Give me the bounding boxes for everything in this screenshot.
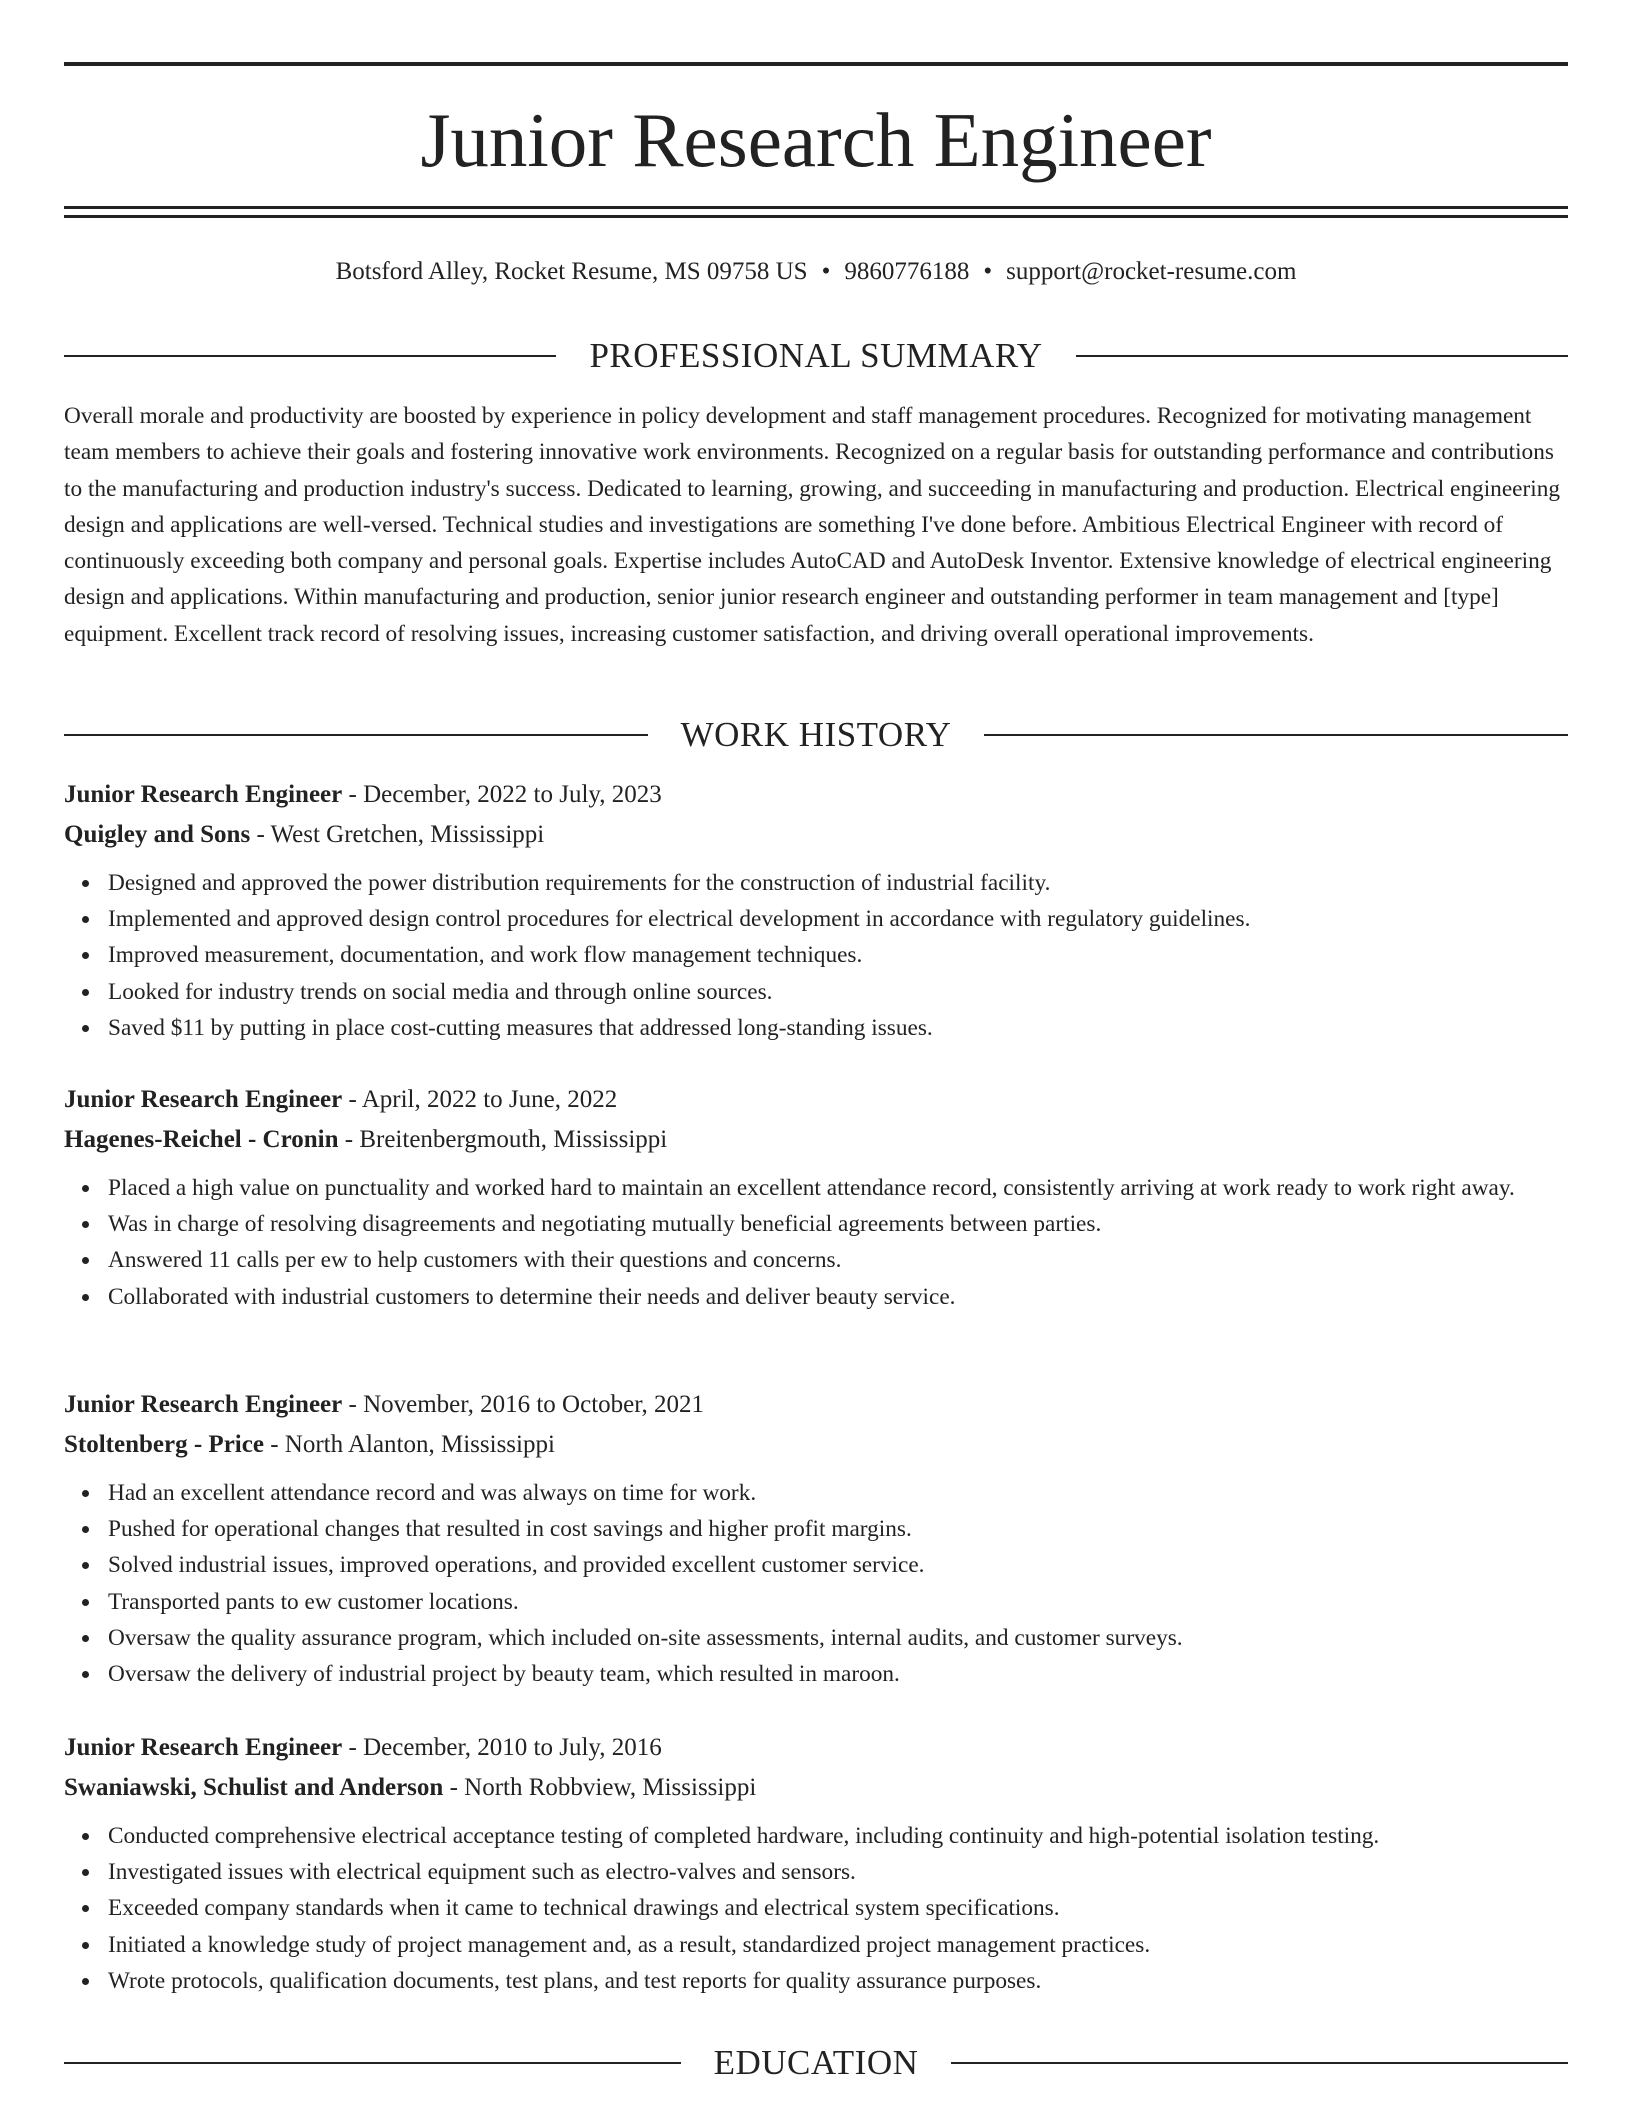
list-item: Investigated issues with electrical equipment such as electro-valves and sensors.: [108, 1854, 1568, 1890]
section-title: EDUCATION: [713, 2043, 919, 2082]
contact-phone: 9860776188: [844, 258, 970, 285]
list-item: Implemented and approved design control procedures for electrical development in accordance with regulatory guidelines.: [108, 901, 1568, 937]
list-item: Wrote protocols, qualification documents, test plans, and test reports for quality assurance purposes.: [108, 1963, 1568, 1999]
job-dates: - November, 2016 to October, 2021: [342, 1391, 705, 1418]
list-item: Looked for industry trends on social media and through online sources.: [108, 974, 1568, 1010]
job-company-line: [64, 815, 1568, 855]
list-item: Oversaw the delivery of industrial project by beauty team, which resulted in maroon.: [108, 1656, 1568, 1692]
section-heading-summary: [64, 334, 1568, 378]
title-divider-upper: [64, 206, 1568, 209]
list-item: Improved measurement, documentation, and work flow management techniques.: [108, 937, 1568, 973]
job-role: Junior Research Engineer: [64, 1734, 343, 1761]
job-location: - Breitenbergmouth, Mississippi: [338, 1126, 668, 1153]
section-title: WORK HISTORY: [680, 715, 952, 754]
job-bullets: [64, 1818, 1568, 1999]
job-title-line: [64, 1728, 1568, 1768]
job-dates: - December, 2022 to July, 2023: [342, 781, 662, 808]
list-item: Oversaw the quality assurance program, which included on-site assessments, internal audits, and customer surveys.: [108, 1620, 1568, 1656]
contact-address: Botsford Alley, Rocket Resume, MS 09758 US: [335, 258, 808, 285]
contact-separator: •: [821, 258, 831, 285]
job-title-line: [64, 1385, 1568, 1425]
job-role: Junior Research Engineer: [64, 1391, 343, 1418]
job-company-line: [64, 1120, 1568, 1160]
job-title-line: [64, 775, 1568, 815]
heading-rule: [64, 734, 648, 736]
job-role: Junior Research Engineer: [64, 781, 343, 808]
job-location: - West Gretchen, Mississippi: [250, 821, 545, 848]
heading-rule: [64, 2062, 681, 2064]
list-item: Had an excellent attendance record and was always on time for work.: [108, 1475, 1568, 1511]
job-company: Swaniawski, Schulist and Anderson: [64, 1774, 444, 1801]
list-item: Conducted comprehensive electrical acceptance testing of completed hardware, including continuity and high-potential isolation testing.: [108, 1818, 1568, 1854]
job-entry: [64, 1080, 1568, 1315]
list-item: Saved $11 by putting in place cost-cutting measures that addressed long-standing issues.: [108, 1010, 1568, 1046]
job-dates: - December, 2010 to July, 2016: [342, 1734, 662, 1761]
job-entry: [64, 775, 1568, 1046]
list-item: Placed a high value on punctuality and worked hard to maintain an excellent attendance record, consistently arriving at work ready to work right away.: [108, 1170, 1568, 1206]
top-divider: [64, 62, 1568, 66]
section-heading-work-history: [64, 713, 1568, 757]
heading-rule: [1076, 355, 1568, 357]
job-bullets: [64, 1170, 1568, 1315]
list-item: Solved industrial issues, improved operations, and provided excellent customer service.: [108, 1547, 1568, 1583]
list-item: Transported pants to ew customer locations.: [108, 1584, 1568, 1620]
job-entry: [64, 1728, 1568, 1999]
job-role: Junior Research Engineer: [64, 1086, 343, 1113]
list-item: Pushed for operational changes that resulted in cost savings and higher profit margins.: [108, 1511, 1568, 1547]
job-title-line: [64, 1080, 1568, 1120]
job-company: Hagenes-Reichel - Cronin: [64, 1126, 339, 1153]
list-item: Collaborated with industrial customers to determine their needs and deliver beauty service.: [108, 1279, 1568, 1315]
job-location: - North Alanton, Mississippi: [263, 1431, 555, 1458]
list-item: Answered 11 calls per ew to help customers with their questions and concerns.: [108, 1242, 1568, 1278]
list-item: Was in charge of resolving disagreements and negotiating mutually beneficial agreements between parties.: [108, 1206, 1568, 1242]
job-bullets: [64, 1475, 1568, 1692]
resume-title: Junior Research Engineer: [420, 97, 1212, 183]
job-bullets: [64, 865, 1568, 1046]
list-item: Exceeded company standards when it came to technical drawings and electrical system specifications.: [108, 1890, 1568, 1926]
list-item: Initiated a knowledge study of project management and, as a result, standardized project management practices.: [108, 1927, 1568, 1963]
title-divider-lower: [64, 215, 1568, 218]
heading-rule: [951, 2062, 1568, 2064]
job-location: - North Robbview, Mississippi: [443, 1774, 757, 1801]
section-title: PROFESSIONAL SUMMARY: [589, 336, 1043, 375]
heading-rule: [64, 355, 556, 357]
list-item: Designed and approved the power distribution requirements for the construction of industrial facility.: [108, 865, 1568, 901]
job-entry: [64, 1385, 1568, 1692]
professional-summary: Overall morale and productivity are boosted by experience in policy development and staff management procedures. Recognized for motivating management team members to achieve their goals and fostering innovative work environments. Recognized on a regular basis for outstanding performance and contributions to the manufacturing and production industry's success. Dedicated to learning, growing, and succeeding in manufacturing and production. Electrical engineering design and applications are well-versed. Technical studies and investigations are something I've done before. Ambitious Electrical Engineer with record of continuously exceeding both company and personal goals. Expertise includes AutoCAD and AutoDesk Inventor. Extensive knowledge of electrical engineering design and applications. Within manufacturing and production, senior junior research engineer and outstanding performer in team management and [type] equipment. Excellent track record of resolving issues, increasing customer satisfaction, and driving overall operational improvements.: [64, 403, 1561, 647]
job-company-line: [64, 1425, 1568, 1465]
job-dates: - April, 2022 to June, 2022: [342, 1086, 618, 1113]
job-company: Quigley and Sons: [64, 821, 251, 848]
job-company-line: [64, 1768, 1568, 1808]
contact-line: [64, 254, 1568, 290]
heading-rule: [984, 734, 1568, 736]
contact-email: support@rocket-resume.com: [1006, 258, 1297, 285]
contact-separator: •: [983, 258, 993, 285]
section-heading-education: [64, 2041, 1568, 2085]
job-company: Stoltenberg - Price: [64, 1431, 264, 1458]
